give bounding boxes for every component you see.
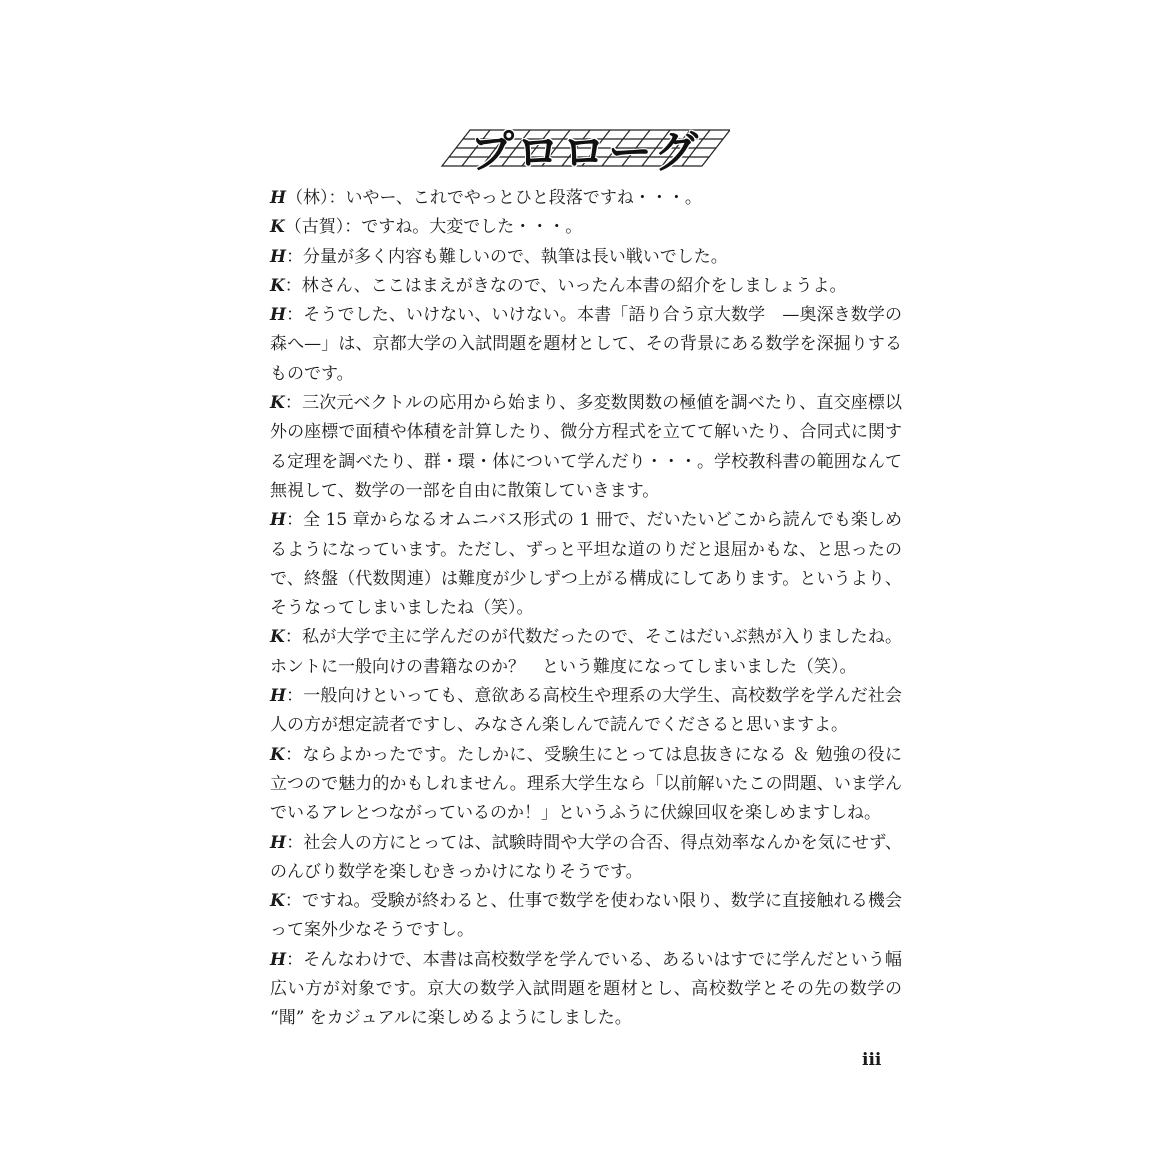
dialogue-paragraph — [270, 213, 902, 242]
paragraph-text: （林）：いやー、これでやっとひと段落ですね・・・。 — [286, 188, 702, 208]
speaker-mark: K — [270, 891, 285, 912]
dialogue-paragraph — [270, 301, 902, 389]
page-number: iii — [862, 1050, 882, 1070]
paragraph-text: ：そんなわけで、本書は高校数学を学んでいる、あるいはすでに学んだという幅広い方が対象です。京大の数学入試問題を題材とし、高校数学とその先の数学の “聞” をカジュアルに楽しめるようにしました。 — [270, 949, 902, 1029]
dialogue-paragraph — [270, 272, 902, 301]
paragraph-text: ：社会人の方にとっては、試験時間や大学の合否、得点効率なんかを気にせず、のんびり数学を楽しむきっかけになりそうです。 — [270, 832, 902, 882]
speaker-mark: H — [270, 305, 287, 326]
dialogue-paragraph — [270, 623, 902, 682]
paragraph-text: ：林さん、ここはまえがきなので、いったん本書の紹介をしましょうよ。 — [284, 275, 847, 296]
speaker-mark: K — [270, 744, 285, 765]
dialogue-paragraph — [270, 887, 902, 946]
dialogue-paragraph — [270, 243, 902, 272]
paragraph-text: ：分量が多く内容も難しいので、執筆は長い戦いでした。 — [286, 246, 728, 267]
speaker-mark: K — [270, 393, 285, 414]
speaker-mark: H — [270, 188, 287, 208]
speaker-mark: K — [270, 627, 285, 648]
page-title: プロローグ — [470, 127, 700, 178]
speaker-mark: H — [270, 949, 287, 970]
paragraph-text: ：三次元ベクトルの応用から始まり、多変数関数の極値を調べたり、直交座標以外の座標で面積や体積を計算したり、微分方程式を立てて解いたり、合同式に関する定理を調べたり、群・環・体について学んだり・・・。学校教科書の範囲なんて無視して、数学の一部を自由に散策していきます。 — [270, 393, 902, 501]
speaker-mark: K — [270, 275, 285, 296]
paragraph-text: ：ならよかったです。たしかに、受験生にとっては息抜きになる ＆ 勉強の役に立つので魅力的かもしれません。理系大学生なら「以前解いたこの問題、いま学んでいるアレとつながっているのか！」というふうに伏線回収を楽しめますしね。 — [270, 744, 902, 824]
dialogue-body — [270, 184, 902, 1034]
paragraph-text: ：ですね。受験が終わると、仕事で数学を使わない限り、数学に直接触れる機会って案外少なそうですし。 — [270, 891, 902, 941]
dialogue-paragraph — [270, 184, 902, 213]
paragraph-text: ：一般向けといっても、意欲ある高校生や理系の大学生、高校数学を学んだ社会人の方が想定読者ですし、みなさん楽しんで読んでくださると思いますよ。 — [270, 686, 902, 736]
dialogue-paragraph — [270, 946, 902, 1034]
paragraph-text: （古賀）：ですね。大変でした・・・。 — [284, 217, 583, 238]
speaker-mark: H — [270, 246, 287, 267]
speaker-mark: H — [270, 686, 287, 707]
dialogue-paragraph — [270, 829, 902, 888]
title-block — [440, 112, 730, 176]
paragraph-text: ：私が大学で主に学んだのが代数だったので、そこはだいぶ熱が入りましたね。ホントに一般向けの書籍なのか？ という難度になってしまいました（笑）。 — [270, 627, 902, 677]
dialogue-paragraph — [270, 389, 902, 506]
dialogue-paragraph — [270, 741, 902, 829]
paragraph-text: ：全 15 章からなるオムニバス形式の 1 冊で、だいたいどこから読んでも楽しめるようになっています。ただし、ずっと平坦な道のりだと退屈かもな、と思ったので、終盤（代数関連）は難度が少しずつ上がる構成にしてあります。というより、そうなってしまいましたね（笑）。 — [270, 510, 902, 619]
dialogue-paragraph — [270, 506, 902, 623]
paragraph-text: ：そうでした、いけない、いけない。本書「語り合う京大数学 —奥深き数学の森へ—」は、京都大学の入試問題を題材として、その背景にある数学を深掘りするものです。 — [270, 305, 902, 384]
speaker-mark: H — [270, 510, 287, 531]
speaker-mark: K — [270, 217, 285, 238]
dialogue-paragraph — [270, 682, 902, 741]
speaker-mark: H — [270, 832, 287, 853]
